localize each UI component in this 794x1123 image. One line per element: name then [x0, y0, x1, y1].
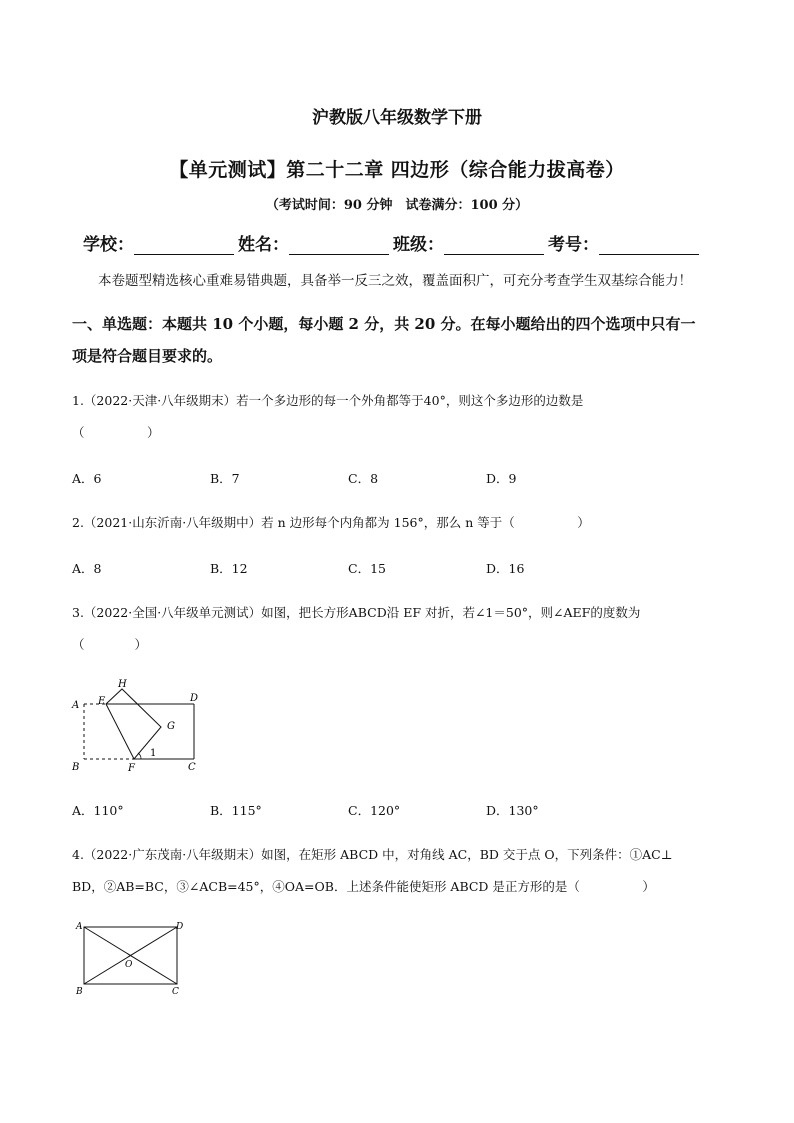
- name-label: 姓名：: [238, 235, 289, 255]
- question-3-option-d[interactable]: D．130°: [486, 803, 539, 818]
- question-1-option-c[interactable]: C．8: [348, 471, 379, 486]
- label-a: A: [76, 922, 83, 932]
- question-1-option-d[interactable]: D．9: [486, 471, 517, 486]
- question-1-option-b[interactable]: B．7: [210, 471, 240, 486]
- section-heading-line2: 项是符合题目要求的。: [72, 347, 223, 365]
- exam-number-label: 考号：: [548, 235, 599, 255]
- label-e: E: [98, 696, 106, 707]
- question-4-text: 4.（2022·广东茂南·八年级期末）如图，在矩形 ABCD 中，对角线 AC，BD 交于点 O，下列条件：①AC⊥: [72, 847, 673, 862]
- school-label: 学校：: [83, 235, 134, 255]
- question-2-option-c[interactable]: C．15: [348, 561, 386, 576]
- question-4-text-continued: BD，②AB=BC，③∠ACB=45°，④OA=OB．上述条件能使矩形 ABCD 是正方形的是（ ）: [72, 879, 655, 894]
- name-blank[interactable]: [289, 236, 389, 255]
- question-3-option-a[interactable]: A．110°: [72, 803, 124, 818]
- class-field[interactable]: [393, 230, 548, 255]
- label-h: H: [118, 679, 127, 690]
- section-heading-line1: 一、单选题：本题共 10 个小题，每小题 2 分，共 20 分。在每小题给出的四个选项中只有一: [72, 315, 696, 333]
- label-angle-1: 1: [150, 748, 157, 759]
- question-1-answer-blank: （ ）: [72, 425, 160, 440]
- question-2-option-b[interactable]: B．12: [210, 561, 248, 576]
- question-3-option-c[interactable]: C．120°: [348, 803, 401, 818]
- question-3-answer-blank: （ ）: [72, 637, 148, 652]
- name-field[interactable]: [238, 230, 393, 255]
- label-d: D: [190, 693, 199, 704]
- question-2-text: 2.（2021·山东沂南·八年级期中）若 n 边形每个内角都为 156°，那么 n 等于（ ）: [72, 515, 590, 530]
- question-3-text: 3.（2022·全国·八年级单元测试）如图，把长方形ABCD沿 EF 对折，若∠1＝50°，则∠AEF的度数为: [72, 605, 641, 620]
- exam-number-field[interactable]: [548, 230, 703, 255]
- label-b: B: [76, 987, 83, 997]
- exam-number-blank[interactable]: [599, 236, 699, 255]
- question-4-figure: [70, 915, 190, 1000]
- exam-meta: （考试时间：90 分钟 试卷满分：100 分）: [265, 198, 529, 213]
- label-o: O: [125, 960, 133, 970]
- label-g: G: [167, 721, 175, 732]
- question-1-option-a[interactable]: A．6: [72, 471, 102, 486]
- label-a: A: [72, 700, 80, 711]
- student-info-row: [83, 230, 703, 255]
- document-subtitle: 沪教版八年级数学下册: [312, 108, 482, 128]
- question-3-figure: [70, 675, 210, 775]
- school-field[interactable]: [83, 230, 238, 255]
- intro-text: 本卷题型精选核心重难易错典题，具备举一反三之效，覆盖面积广，可充分考查学生双基综合能力！: [98, 273, 692, 289]
- question-2-option-d[interactable]: D．16: [486, 561, 525, 576]
- school-blank[interactable]: [134, 236, 234, 255]
- label-f: F: [128, 763, 135, 774]
- label-c: C: [188, 762, 196, 773]
- label-d: D: [176, 922, 184, 932]
- question-3-option-b[interactable]: B．115°: [210, 803, 262, 818]
- class-label: 班级：: [393, 235, 444, 255]
- class-blank[interactable]: [444, 236, 544, 255]
- label-c: C: [172, 987, 179, 997]
- label-b: B: [72, 762, 80, 773]
- question-1-text: 1.（2022·天津·八年级期末）若一个多边形的每一个外角都等于40°，则这个多边形的边数是: [72, 393, 584, 408]
- question-2-option-a[interactable]: A．8: [72, 561, 102, 576]
- document-title: 【单元测试】第二十二章 四边形（综合能力拔高卷）: [169, 159, 625, 181]
